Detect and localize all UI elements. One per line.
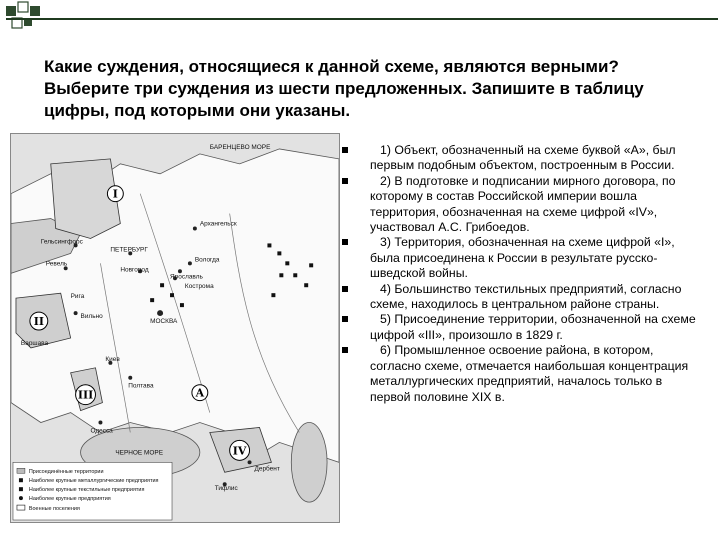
statement-text: Территория, обозначенная на схеме цифрой «I», была присоединена к России в результате русско-шведской войны. [370, 235, 675, 281]
legend-item-5: Военные поселения [28, 506, 80, 513]
bullet-icon [342, 286, 348, 292]
statement-number: 1) [380, 143, 391, 157]
map-label-derbent: Дербент [254, 465, 280, 473]
bullet-icon [342, 147, 348, 153]
map-label-arkhangelsk: Архангельск [199, 220, 237, 228]
map-label-black-sea: ЧЕРНОЕ МОРЕ [115, 449, 164, 457]
statement-text: Промышленное освоение района, в котором, согласно схеме, отмечается наибольшая концентрация металлургических предприятий, началось только в первой половине XIX в. [370, 343, 689, 404]
map-numeral-IV: IV [232, 444, 247, 458]
statement-item [340, 174, 700, 236]
bullet-icon [342, 316, 348, 322]
map-label-helsingfors: Гельсингфорс [40, 238, 83, 246]
bullet-icon [342, 347, 348, 353]
decorative-squares [0, 0, 60, 40]
bullet-icon [342, 239, 348, 245]
statement-item [340, 143, 700, 174]
map-label-barents: БАРЕНЦЕВО МОРЕ [209, 143, 271, 151]
map-numeral-I: I [112, 187, 118, 201]
map-letter-A: A [195, 386, 205, 400]
legend-item-2: Наиболее крупные металлургические предприятия [28, 478, 159, 485]
bullet-icon [342, 178, 348, 184]
statement-number: 3) [380, 235, 391, 250]
map-label-vologda: Вологда [194, 256, 220, 264]
map-numeral-III: III [77, 388, 94, 402]
map-label-kostroma: Кострома [184, 283, 214, 291]
map-label-novgorod: Новгород [120, 266, 149, 274]
map-label-poltava: Полтава [128, 382, 154, 390]
statement-number: 2) [380, 173, 391, 188]
map-label-revel: Ревель [45, 260, 68, 268]
statement-number: 4) [380, 281, 391, 296]
map-label-moskva: МОСКВА [150, 318, 178, 326]
statement-item [340, 312, 700, 343]
statement-text: В подготовке и подписании мирного договора, по которому в состав Российской империи вошла территория, обозначенная на схеме цифрой «IV», участвовал А.С. Грибоедов. [370, 173, 676, 235]
statement-item [340, 282, 700, 313]
statement-text: Объект, обозначенный на схеме буквой «А», был первым подобным объектом, построенным в России. [370, 143, 676, 173]
header-divider [6, 18, 718, 20]
map-label-tiflis: Тифлис [214, 485, 238, 493]
map-label-odessa: Одесса [90, 427, 113, 435]
legend-item-1: Присоединённые территории [28, 469, 104, 476]
statement-text: Присоединение территории, обозначенной на схеме цифрой «III», произошло в 1829 г. [370, 312, 696, 342]
statement-item [340, 343, 700, 405]
statement-number: 6) [380, 343, 391, 358]
statement-text: Большинство текстильных предприятий, согласно схеме, находилось в центральном районе страны. [370, 281, 682, 312]
legend-item-3: Наиболее крупные текстильные предприятия [28, 487, 145, 494]
map-label-warszawa: Варшава [20, 339, 49, 347]
map-label-vilno: Вильно [80, 313, 103, 321]
map-label-kiev: Киев [105, 355, 120, 363]
legend-item-4: Наиболее крупные предприятия [28, 496, 111, 503]
statement-item [340, 235, 700, 281]
statements-list [340, 143, 700, 405]
historical-map [10, 133, 340, 523]
map-label-riga: Рига [70, 293, 85, 301]
map-numeral-II: II [33, 315, 44, 329]
question-title: Какие суждения, относящиеся к данной схеме, являются верными? Выберите три суждения из шести предложенных. Запишите в таблицу цифры, под которыми они указаны. [44, 57, 644, 120]
map-label-peterburg: ПЕТЕРБУРГ [110, 246, 148, 254]
statement-number: 5) [380, 312, 391, 327]
map-label-yaroslavl: Ярославль [170, 273, 203, 281]
